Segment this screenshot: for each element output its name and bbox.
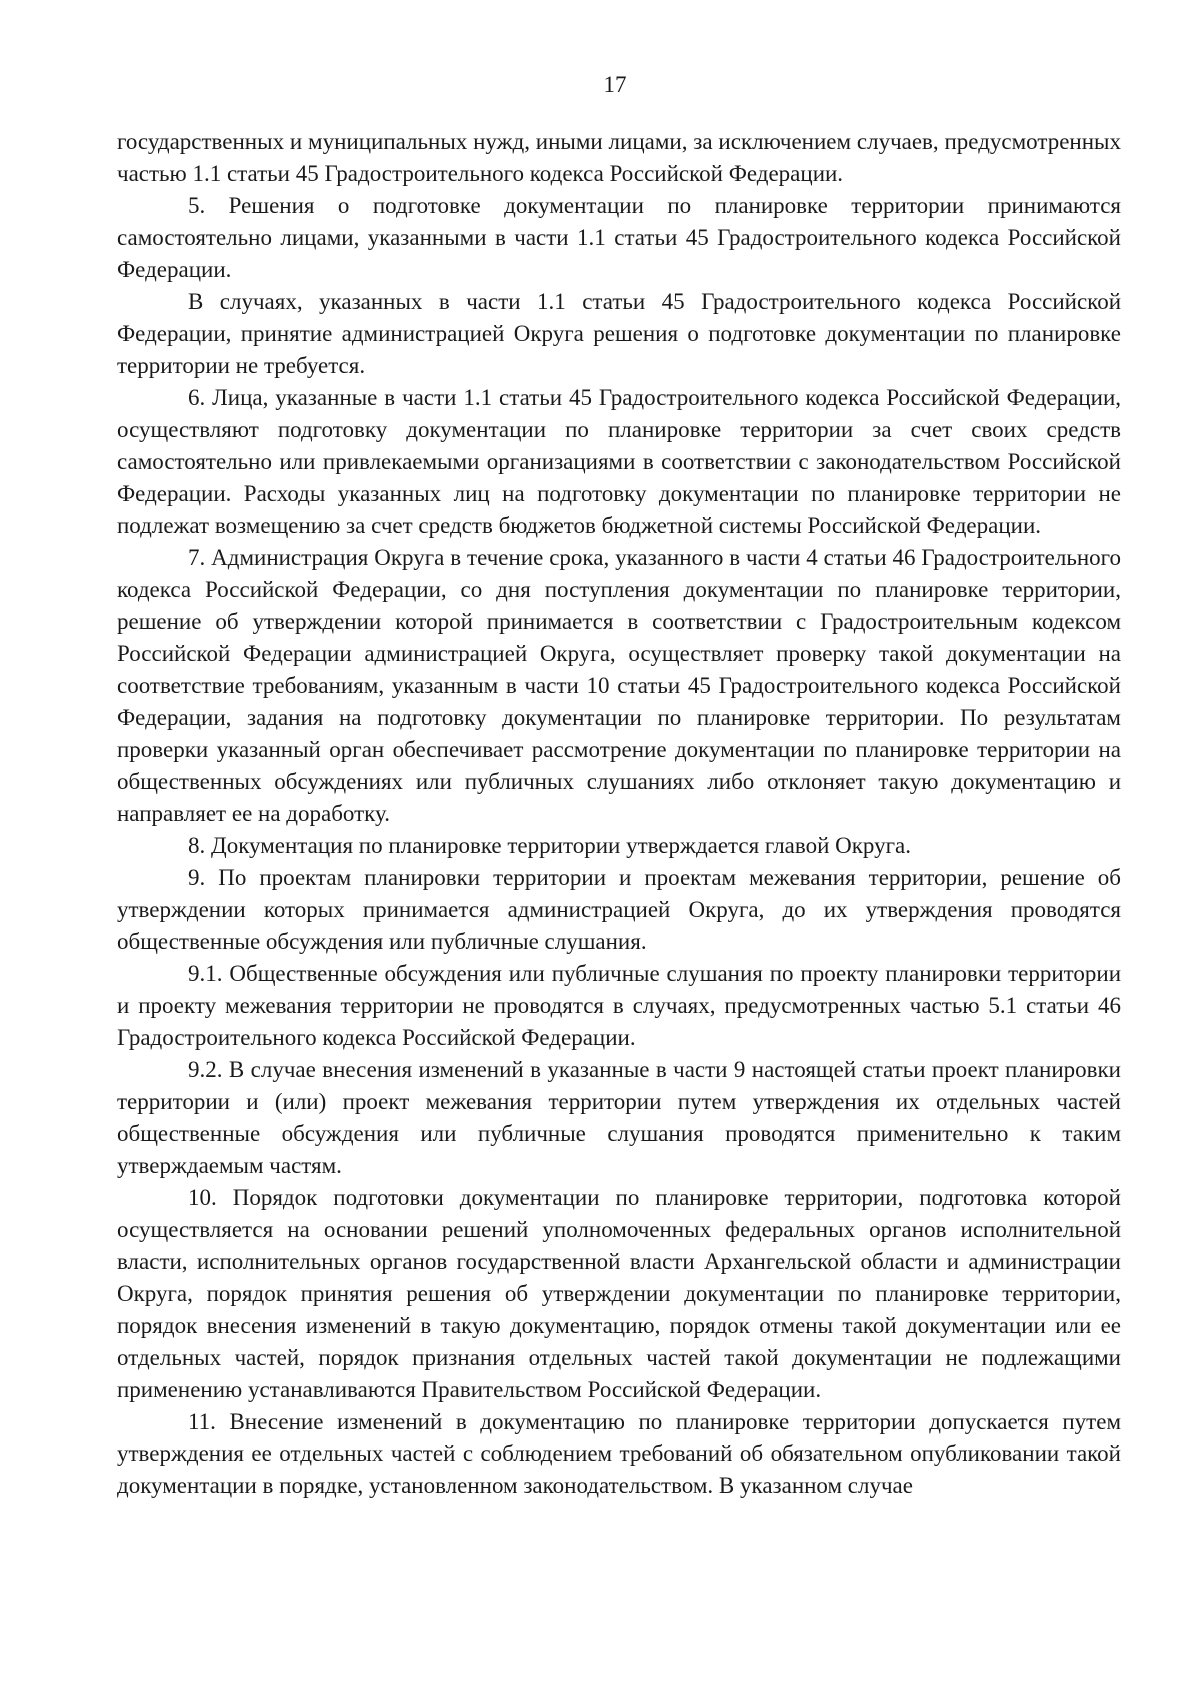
paragraph-9-2: 9.2. В случае внесения изменений в указанные в части 9 настоящей статьи проект планировки территории и (или) проект межевания территории путем утверждения их отдельных частей общественные обсуждения или публичные слушания проводятся применительно к таким утверждаемым частям. — [117, 1057, 1121, 1178]
paragraph-9: 9. По проектам планировки территории и проектам межевания территории, решение об утверждении которых принимается администрацией Округа, до их утверждения проводятся общественные обсуждения или публичные слушания. — [117, 865, 1121, 954]
paragraph-5: 5. Решения о подготовке документации по планировке территории принимаются самостоятельно лицами, указанными в части 1.1 статьи 45 Градостроительного кодекса Российской Федерации. — [117, 193, 1121, 282]
document-body — [117, 126, 1121, 1502]
paragraph-10: 10. Порядок подготовки документации по планировке территории, подготовка которой осуществляется на основании решений уполномоченных федеральных органов исполнительной власти, исполнительных органов государственной власти Архангельской области и администрации Округа, порядок принятия решения об утверждении документации по планировке территории, порядок внесения изменений в такую документацию, порядок отмены такой документации или ее отдельных частей, порядок признания отдельных частей такой документации не подлежащими применению устанавливаются Правительством Российской Федерации. — [117, 1185, 1121, 1402]
paragraph-6: 6. Лица, указанные в части 1.1 статьи 45 Градостроительного кодекса Российской Федерации, осуществляют подготовку документации по планировке территории за счет своих средств самостоятельно или привлекаемыми организациями в соответствии с законодательством Российской Федерации. Расходы указанных лиц на подготовку документации по планировке территории не подлежат возмещению за счет средств бюджетов бюджетной системы Российской Федерации. — [117, 385, 1121, 538]
paragraph-8: 8. Документация по планировке территории утверждается главой Округа. — [188, 833, 912, 858]
paragraph-9-1: 9.1. Общественные обсуждения или публичные слушания по проекту планировки территории и проекту межевания территории не проводятся в случаях, предусмотренных частью 5.1 статьи 46 Градостроительного кодекса Российской Федерации. — [117, 961, 1121, 1050]
page-number: 17 — [603, 72, 627, 97]
paragraph-5-note: В случаях, указанных в части 1.1 статьи 45 Градостроительного кодекса Российской Федерации, принятие администрацией Округа решения о подготовке документации по планировке территории не требуется. — [117, 289, 1121, 378]
paragraph-11: 11. Внесение изменений в документацию по планировке территории допускается путем утверждения ее отдельных частей с соблюдением требований об обязательном опубликовании такой документации в порядке, установленном законодательством. В указанном случае — [117, 1409, 1121, 1498]
paragraph-7: 7. Администрация Округа в течение срока, указанного в части 4 статьи 46 Градостроительного кодекса Российской Федерации, со дня поступления документации по планировке территории, решение об утверждении которой принимается в соответствии с Градостроительным кодексом Российской Федерации администрацией Округа, осуществляет проверку такой документации на соответствие требованиям, указанным в части 10 статьи 45 Градостроительного кодекса Российской Федерации, задания на подготовку документации по планировке территории. По результатам проверки указанный орган обеспечивает рассмотрение документации по планировке территории на общественных обсуждениях или публичных слушаниях либо отклоняет такую документацию и направляет ее на доработку. — [117, 545, 1121, 826]
paragraph-continuation: государственных и муниципальных нужд, иными лицами, за исключением случаев, предусмотренных частью 1.1 статьи 45 Градостроительного кодекса Российской Федерации. — [117, 129, 1121, 186]
